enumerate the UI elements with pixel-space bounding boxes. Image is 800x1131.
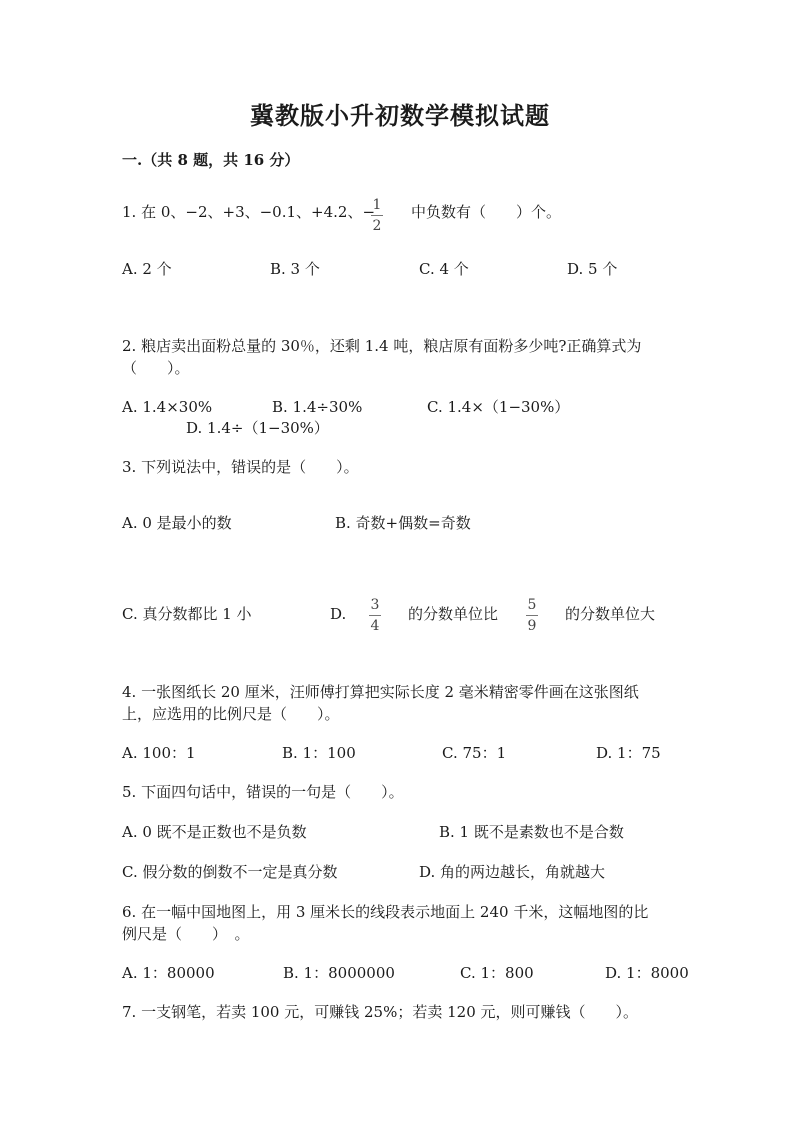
- question-1-text-end: 中负数有（ ）个。: [411, 203, 562, 221]
- question-5-option-c[interactable]: C. 假分数的倒数不一定是真分数: [122, 863, 338, 881]
- fraction-numerator: 5: [527, 597, 537, 613]
- question-1-fraction: [371, 197, 383, 234]
- question-1-option-c[interactable]: C. 4 个: [419, 260, 469, 278]
- question-3-option-d-label[interactable]: D.: [330, 605, 347, 623]
- fraction-denominator: 2: [372, 218, 382, 234]
- question-3-option-a[interactable]: A. 0 是最小的数: [122, 514, 232, 532]
- question-1-option-d[interactable]: D. 5 个: [567, 260, 618, 278]
- question-4-text-line2: 上，应选用的比例尺是（ ）。: [122, 705, 340, 723]
- question-4-text-line1: 4. 一张图纸长 20 厘米，汪师傅打算把实际长度 2 毫米精密零件画在这张图纸: [122, 683, 639, 701]
- question-4-option-d[interactable]: D. 1：75: [596, 744, 661, 762]
- fraction-denominator: 4: [370, 618, 380, 634]
- question-3-fraction-1: [369, 597, 381, 634]
- fraction-bar: [371, 215, 383, 216]
- question-1-option-b[interactable]: B. 3 个: [270, 260, 320, 278]
- question-7-text: 7. 一支钢笔，若卖 100 元，可赚钱 25%；若卖 120 元，则可赚钱（ ）。: [122, 1003, 639, 1021]
- question-6-option-c[interactable]: C. 1：800: [460, 964, 534, 982]
- question-6-option-d[interactable]: D. 1：8000: [605, 964, 689, 982]
- question-4-option-c[interactable]: C. 75：1: [442, 744, 507, 762]
- question-5-option-d[interactable]: D. 角的两边越长，角就越大: [419, 863, 606, 881]
- question-6-option-a[interactable]: A. 1：80000: [122, 964, 215, 982]
- question-4-option-b[interactable]: B. 1：100: [282, 744, 356, 762]
- question-2-text-line1: 2. 粮店卖出面粉总量的 30％，还剩 1.4 吨，粮店原有面粉多少吨?正确算式为: [122, 337, 642, 355]
- question-5-option-b[interactable]: B. 1 既不是素数也不是合数: [439, 823, 624, 841]
- question-5-text: 5. 下面四句话中，错误的一句是（ ）。: [122, 783, 404, 801]
- question-3-option-b[interactable]: B. 奇数+偶数=奇数: [335, 514, 471, 532]
- question-3-text: 3. 下列说法中，错误的是（ ）。: [122, 458, 359, 476]
- fraction-numerator: 1: [372, 197, 382, 213]
- question-5-option-a[interactable]: A. 0 既不是正数也不是负数: [122, 823, 307, 841]
- question-4-option-a[interactable]: A. 100：1: [122, 744, 196, 762]
- question-6-option-b[interactable]: B. 1：8000000: [283, 964, 395, 982]
- question-2-option-c[interactable]: C. 1.4×（1−30%）: [427, 398, 570, 416]
- fraction-numerator: 3: [370, 597, 380, 613]
- fraction-denominator: 9: [527, 618, 537, 634]
- question-6-text-line1: 6. 在一幅中国地图上，用 3 厘米长的线段表示地面上 240 千米，这幅地图的比: [122, 903, 649, 921]
- question-1-option-a[interactable]: A. 2 个: [122, 260, 172, 278]
- fraction-bar: [369, 615, 381, 616]
- question-6-text-line2: 例尺是（ ） 。: [122, 925, 250, 943]
- fraction-bar: [526, 615, 538, 616]
- question-2-option-a[interactable]: A. 1.4×30%: [122, 398, 213, 416]
- question-3-option-d-end: 的分数单位大: [565, 605, 656, 623]
- question-2-option-d[interactable]: D. 1.4÷（1−30%）: [186, 419, 329, 437]
- question-3-fraction-2: [526, 597, 538, 634]
- question-2-text-line2: （ ）。: [122, 359, 190, 377]
- question-2-option-b[interactable]: B. 1.4÷30%: [272, 398, 363, 416]
- question-3-option-c[interactable]: C. 真分数都比 1 小: [122, 605, 252, 623]
- question-1-text: 1. 在 0、−2、+3、−0.1、+4.2、−: [122, 203, 376, 221]
- question-3-option-d-middle: 的分数单位比: [408, 605, 499, 623]
- section-heading: 一.（共 8 题，共 16 分）: [122, 151, 300, 169]
- page-title: 冀教版小升初数学模拟试题: [250, 101, 550, 130]
